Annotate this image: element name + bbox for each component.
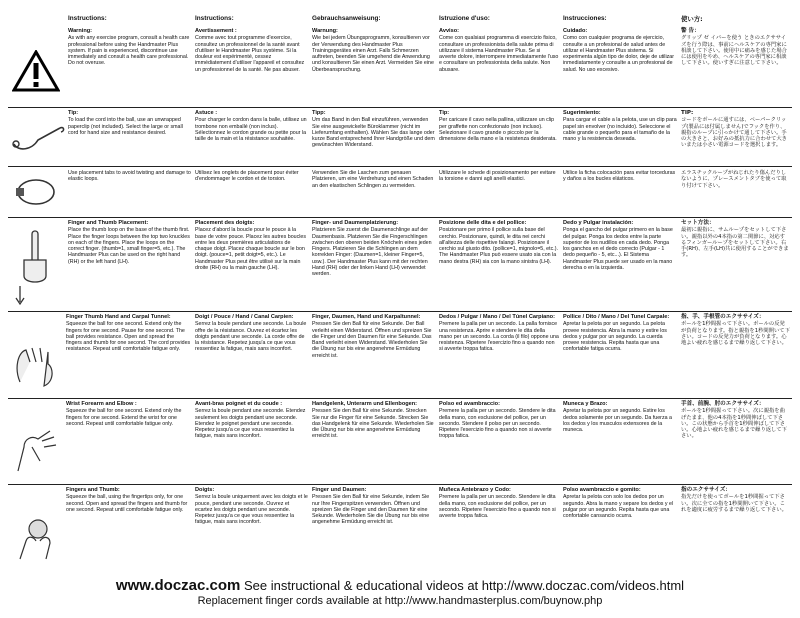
row-wrist-forearm-elbow-en-title: Wrist Forearm and Elbow : (66, 401, 137, 407)
row-fingers-thumb-de-title: Finger und Daumen: (312, 487, 367, 493)
hand-squeeze-icon (10, 338, 64, 390)
fist-shape (24, 260, 46, 282)
row-wrist-forearm-elbow-fr (193, 399, 310, 484)
row-finger-thumb-placement-ja-title: セット方法： (681, 220, 715, 226)
row-finger-thumb-hand-carpal-it-title: Dedos / Pulgar / Mano / Del Túnel Carpiano: (439, 314, 555, 320)
row-wrist-forearm-elbow-es-body: Apretar la pelota por un segundo. Estire los dedos solamente por un segundo. Da fuerza a los dedos y los musculos extensores de la muneca. (563, 408, 672, 434)
row-wrist-forearm-elbow-de-title: Handgelenk, Unterarm und Ellenbogen: (312, 401, 418, 407)
fingertip-squeeze-icon (10, 507, 64, 563)
header-ja: 使い方: (681, 15, 703, 23)
row-placement-ja-body: エラスチックループがねじれたり傷んだりしないように、プレースメントタブを使って取り付けて下さい。 (681, 170, 787, 189)
row-finger-thumb-placement-ja (679, 218, 792, 311)
row-finger-thumb-placement-it-body: Posizionare per primo il pollice sulla base del cerchio. Posizionare, quindi, le dita nei cerchi all'altezza delle rispettive falangi. Posizionare il cerchio sul giusto dito. (pollice=1, mignolo=5, etc.). The Handmaster Plus può essere usato sia con la mano destra (RH) sia con la mano sinistra (LH). (439, 227, 558, 265)
row-wrist-forearm-elbow-de-body: Pressen Sie den Ball für eine Sekunde. Strecken Sie nur die Finger für eine Sekunde. Strecken Sie das Handgelenk für eine Sekunde. Wiederholen Sie die Übung nur bis eine angenehme Ermüdung erreicht ist. (312, 408, 434, 440)
down-arrow-icon (16, 286, 24, 304)
row-wrist-forearm-elbow-en-body: Squeeze the ball for one second. Extend only the fingers for one second. Extend the wrist for one second. Repeat until comfortable fatigue only. (66, 408, 182, 427)
row-finger-thumb-hand-carpal-en-body: Squeeze the ball for one second. Extend only the fingers for one second. Pause for one second. The ball provides resistance. Open and spread the fingers and thumb for one second. The cord provides resistance. Repeat until comfortable fatigue only. (66, 321, 191, 353)
row-fingers-thumb-it-title: Muñeca Antebrazo y Codo: (439, 487, 511, 493)
row-fingers-thumb-es (561, 485, 679, 571)
row-warning-de (310, 26, 437, 106)
elastic-loop-icon (12, 175, 62, 209)
row-fingers-thumb-fr-body: Serrez la boule uniquement avec les doigts et le pouce, pendant une seconde. Ouvrez et ecartez les doigts pendant une seconde. Repetez jusqu'a ce que vous ressentiez la fatigue, mais sans inconfort. (195, 494, 308, 526)
warning-illustration (8, 26, 66, 106)
row-finger-thumb-hand-carpal-it-body: Premere la palla per un secondo. La palla fornisce una resistenza. Aprire e stendere le dita della mano per un secondo. La corda (il filo) oppone una resistenza. Ripetere l'esercizio fino a quando non si avverte troppa fatica. (439, 321, 559, 353)
row-placement-de-body: Verwenden Sie die Laschen zum genauen Platzieren, um eine Verdrehung und einen Schaden an den elastischen Schlingen zu vermeiden. (312, 170, 434, 189)
row-wrist-forearm-elbow-de (310, 399, 437, 484)
warning-exclaim-bar (34, 63, 39, 79)
row-warning-ja-title: 警 告： (681, 28, 700, 34)
footer-line-1 (0, 578, 800, 593)
row-tip-es-body: Para cargar el cable a la pelota, use un clip para papel sin envolver (no incluido). Seleccione el cable grande o pequeño para el tamaño de la mano y la resistencia deseada. (563, 117, 677, 143)
row-finger-thumb-hand-carpal-en (8, 312, 193, 398)
row-wrist-forearm-elbow-en (8, 399, 193, 484)
row-finger-thumb-placement-de-body: Platzieren Sie zuerst die Daumenschlinge auf der Daumenbasis. Platzieren Sie die Fingerschlingen zwischen den oberen beiden Knöcheln eines jeden Fingers. Platzieren Sie die Schlingen an dem korrekten Finger: (Daumen=1, kleiner Finger=5, usw.). Der Handmaster Plus kann mit der rechten Hand (RH) oder der linken Hand (LH) verwendet werden. (312, 227, 432, 278)
row-tip-es (561, 108, 679, 166)
footer-brand-link[interactable]: www.doczac.com (115, 577, 241, 594)
row-wrist-forearm-elbow-ja-title: 手首、前腕、肘のエクササイズ： (681, 401, 765, 407)
row-finger-thumb-placement-ja-body: 最初に親指に、サムループをセットして下さい。親指以外の4本指の第二関節に、対応するフィンガーループをセットして下さい。右手(RH)、左手(LH)共に使用することができます。 (681, 227, 789, 259)
row-finger-thumb-hand-carpal-ja (679, 312, 792, 398)
row-finger-thumb-hand-carpal-de-title: Finger, Daumen, Hand und Karpaltunnel: (312, 314, 421, 320)
row-fingers-thumb-es-body: Apretar la pelota con solo los dedos por un segundo. Abra la mano y separe los dedos y el pulgar por un segundo. Repita hasta que una confortable cansancio ocurra. (563, 494, 674, 520)
row-finger-thumb-hand-carpal-fr (193, 312, 310, 398)
wrist-extend-shape (18, 431, 56, 471)
row-tip-it (437, 108, 561, 166)
row-warning-es (561, 26, 679, 106)
row-placement-es (561, 167, 679, 217)
footer-videos-text: See instructional & educational videos at http://www.doczac.com/videos.html (244, 578, 685, 593)
hand-squeeze-shape (17, 348, 52, 386)
header-de: Gebrauchsanweisung: (312, 15, 381, 22)
footer (0, 578, 800, 608)
row-warning-fr-body: Comme avec tout programme d'exercice, consultez un professionnel de la santé avant d'utiliser le Handmaster Plus système. Si la douleur est expérimenté, cessez immédiatement d'utiliser l'appareil et consultez un professionnel de la santé. Ne pas abuser. (195, 35, 305, 73)
header-row (8, 14, 792, 26)
row-tip-en (66, 108, 193, 166)
row-tip-fr-body: Pour charger le cordon dans la balle, utilisez un trombone non emballé (non inclus). Sélectionnez le cordon grande ou petite pour la taille de la main et la résistance souhaitée. (195, 117, 307, 143)
row-placement-fr (193, 167, 310, 217)
row-finger-thumb-hand-carpal-it (437, 312, 561, 398)
row-fingers-thumb-es-title: Polso avambraccio e gomito: (563, 487, 641, 493)
row-placement-it-body: Utilizzare le schede di posizionamento per evitare la torsione e danni agli anelli elastici. (439, 170, 556, 183)
row-fingers-thumb-en-title: Fingers and Thumb: (66, 487, 120, 493)
row-finger-thumb-placement-fr-title: Placement des doigts: (195, 220, 255, 226)
row-tip-fr (193, 108, 310, 166)
row-finger-thumb-hand-carpal-es-body: Apretar la pelota por un segundo. La pelota provee resistencia. Abra la mano y estire los dedos y pulgar por un segundo. La cuerda provee resistencia. Repita hasta que una confortable fatiga ocurra. (563, 321, 667, 353)
row-finger-thumb-hand-carpal (8, 311, 792, 398)
row-wrist-forearm-elbow (8, 398, 792, 484)
row-finger-thumb-placement-es (561, 218, 679, 311)
exercise-ball-shape (29, 520, 47, 538)
row-tip-es-title: Sugerimiento: (563, 110, 601, 116)
row-fingers-thumb-ja (679, 485, 792, 571)
row-placement-de (310, 167, 437, 217)
row-fingers-thumb-fr-title: Doigts: (195, 487, 215, 493)
row-fingers-thumb-ja-body: 指先だけを使ってボールを1秒間握って下さい。次に全ての指を1秒間開いて下さい。これを適度に疲労するまで繰り返して下さい。 (681, 494, 787, 513)
row-finger-thumb-placement-es-body: Ponga el gancho del pulgar primero en la base del pulgar. Ponga los dedos entre la parte superior de los nudillos en cada dedo. Ponga los ganchos en el dedo correcto (Pulgar - 1 dedo pequeño - 5, etc...). El Sistema Handmaster Plus puede ser usado en la mano derecha o en la izquierda. (563, 227, 673, 272)
row-fingers-thumb-en-body: Squeeze the ball, using the fingertips only, for one second. Open and spread the fingers and thumb for one second. Repeat until comfortable fatigue only. (66, 494, 188, 513)
row-wrist-forearm-elbow-it (437, 399, 561, 484)
row-tip (8, 107, 792, 166)
row-finger-thumb-placement-es-title: Dedo y Pulgar instalación: (563, 220, 634, 226)
placement-illustration (8, 167, 66, 217)
row-finger-thumb-hand-carpal-ja-body: ボールを1秒間握って下さい。ボールの反発が負荷となります。指と親指を1秒間開いて下さい。コードの反発力が負荷となります。心地よい疲れを感じるまで繰り返して下さい。 (681, 321, 790, 347)
paperclip-hook-wire (14, 128, 60, 149)
row-finger-thumb-placement (8, 217, 792, 311)
raised-finger-shape (32, 231, 38, 260)
row-finger-thumb-hand-carpal-fr-body: Serrez la boule pendant une seconde. La boule offre de la résistance. Ouvrez et écartez les doigts pendant une seconde. La corde offre de la résistance. Repetez jusqu'a ce que vous ressentiez la fatigue, mais sans inconfort. (195, 321, 307, 353)
row-warning-en-title: Warning: (68, 28, 93, 34)
row-placement-it (437, 167, 561, 217)
footer-replacement-text: Replacement finger cords available at http://www.handmasterplus.com/buynow.php (197, 595, 603, 607)
row-fingers-thumb-ja-title: 指のエクササイズ： (681, 487, 731, 493)
row-warning (8, 26, 792, 106)
row-warning-fr (193, 26, 310, 106)
row-warning-it-title: Avviso: (439, 28, 459, 34)
row-finger-thumb-hand-carpal-de-body: Pressen Sie den Ball für eine Sekunde. Der Ball verleiht einen Widerstand. Öffnen und spreizen Sie die Finger und den Daumen für eine Sekunde. Das Band verleiht einen Widerstand. Wiederholen Sie die Übung nur bis eine angenehme Ermüdung erreicht ist. (312, 321, 432, 359)
fingertip-hand-shape (20, 537, 50, 559)
row-fingers-thumb-en (8, 485, 193, 571)
header-fr: Instructions: (195, 15, 234, 22)
row-placement (8, 166, 792, 217)
row-fingers-thumb (8, 484, 792, 571)
instruction-grid (8, 14, 792, 570)
row-placement-ja (679, 167, 792, 217)
row-finger-thumb-placement-en (66, 218, 193, 311)
paperclip-hook-icon (10, 122, 66, 152)
row-wrist-forearm-elbow-fr-body: Serrez la boule pendant une seconde. Etendez seulement les doigts pendant une seconde. Etendez le poignet pendant une seconde. Repetez jusqu'a ce que vous ressentiez la fatigue, mais sans inconfort. (195, 408, 306, 440)
row-wrist-forearm-elbow-es (561, 399, 679, 484)
paperclip-hook-end (60, 128, 64, 132)
placement-tab-shape (16, 188, 24, 196)
header-it: Istruzione d'uso: (439, 15, 490, 22)
row-tip-ja (679, 108, 792, 166)
tip-illustration (8, 108, 66, 166)
row-tip-de-title: Tipp: (312, 110, 326, 116)
row-fingers-thumb-de-body: Pressen Sie den Ball für eine Sekunde, indem Sie nur Ihre Fingerspitzen verwenden. Öffnen und spreizen Sie die Finger und den Daumen für eine Sekunde. Wiederholen Sie die Übung nur bis eine angenehme Ermüdung erreicht ist. (312, 494, 430, 526)
row-warning-de-title: Warnung: (312, 28, 338, 34)
row-warning-fr-title: Avertissement : (195, 28, 237, 34)
row-placement-es-body: Utilice la ficha colocación para evitar torceduras y daños a los bucles elásticos. (563, 170, 676, 183)
row-warning-en (66, 26, 193, 106)
row-tip-it-body: Per caricare il cavo nella pallina, utilizzare un clip per graffette non confezionato (non incluso). Selezionare il cavo grande o piccolo per la dimensione della mano e la resistenza desiderata. (439, 117, 557, 143)
row-tip-de-body: Um das Band in den Ball einzuführen, verwenden Sie eine ausgewickelte Büroklammer (nicht im Lieferumfang enthalten). Wählen Sie das lange oder kurze Band entsprechend Ihrer Handgröße und dem gewünschten Widerstand. (312, 117, 435, 149)
row-finger-thumb-hand-carpal-en-title: Finger Thumb Hand and Carpal Tunnel: (66, 314, 171, 320)
row-tip-fr-title: Astuce : (195, 110, 218, 116)
row-tip-en-body: To load the cord into the ball, use an unwrapped paperclip (not included). Select the large or small cord for hand size and resistance desired. (68, 117, 183, 136)
row-wrist-forearm-elbow-ja (679, 399, 792, 484)
row-finger-thumb-placement-it (437, 218, 561, 311)
header-es: Instrucciones: (563, 15, 607, 22)
row-finger-thumb-placement-it-title: Posizione delle dita e del pollice: (439, 220, 527, 226)
row-finger-thumb-hand-carpal-ja-title: 指、手、手根管のエクササイズ： (681, 314, 765, 320)
row-warning-it-body: Come con qualsiasi programma di esercizio fisico, consultare un professionista della salute prima di utilizzare il sistema Handmaster Plus. Se si avverte dolore, interrompere immediatamente l'uso e consultare un professionista della salute. Non abusare. (439, 35, 559, 73)
row-fingers-thumb-de (310, 485, 437, 571)
row-finger-thumb-placement-de (310, 218, 437, 311)
row-tip-ja-title: TIP: (681, 110, 694, 116)
row-placement-en-body: Use placement tabs to avoid twisting and damage to elastic loops. (68, 170, 191, 183)
warning-triangle-icon (12, 50, 60, 92)
row-fingers-thumb-it-body: Premere la palla per un secondo. Stendere le dita della mano, con esclusione del pollice, per un secondo. Ripetere l'esercizio fino a quando non si avverte troppa fatica. (439, 494, 556, 520)
row-finger-thumb-hand-carpal-fr-title: Doigt / Pouce / Hand / Canal Carpien: (195, 314, 294, 320)
row-finger-thumb-placement-en-title: Finger and Thumb Placement: (68, 220, 149, 226)
row-warning-de-body: Wie bei jedem Übungsprogramm, konsultieren vor der Verwendung des Handmaster Plus Trainingsgerätes einen Arzt. Falls Schmerzen auftreten, beenden Sie umgehend die Anwendung und konsultieren Sie einen Arzt. Vermeiden Sie eine Überbeanspruchung. (312, 35, 434, 73)
row-placement-fr-body: Utilisez les onglets de placement pour éviter d'endommager le cordon et de torsion. (195, 170, 299, 183)
row-warning-es-body: Como con cualquier programa de ejercicio, consulte a un profesional de salud antes de utilizar el Handmaster Plus sistema. Si experimenta algún tipo de dolor, deje de utilizar inmediatamente y consulte a un profesional de salud. No uso excesivo. (563, 35, 675, 73)
row-wrist-forearm-elbow-ja-body: ボールを1秒間握って下さい。次に親指を曲げたまま、他の4本指を1秒間伸ばして下さい。この状態から手首を1秒間伸ばして下さい。心地よい疲れを感じるまで繰り返して下さい。 (681, 408, 787, 440)
row-fingers-thumb-fr (193, 485, 310, 571)
row-finger-thumb-hand-carpal-es (561, 312, 679, 398)
wrist-extend-icon (10, 417, 64, 477)
row-tip-en-title: Tip: (68, 110, 79, 116)
row-wrist-forearm-elbow-fr-title: Avant-bras poignet et du coude : (195, 401, 283, 407)
warning-exclaim-dot (34, 82, 39, 87)
row-wrist-forearm-elbow-it-body: Premere la palla per un secondo. Stendere le dita della mano, con esclusione del pollice, per un secondo. Stendere il polso per un secondo. Ripetere l'esercizio fino a quando non si avverte troppa fatica. (439, 408, 556, 440)
row-finger-thumb-hand-carpal-es-title: Pollice / Dito / Mano / Del Tunel Carpale: (563, 314, 670, 320)
row-warning-ja (679, 26, 792, 106)
row-placement-en (66, 167, 193, 217)
row-tip-de (310, 108, 437, 166)
row-fingers-thumb-it (437, 485, 561, 571)
row-finger-thumb-placement-fr-body: Placez d'abord la boucle pour le pouce à la base de votre pouce. Placez les autres boucles entre les deux premières articulations de chaque doigt. Placez chaque boucle sur le bon doigt. (pouce=1, petit doigt=5, etc.). Le Handmaster Plus peut être utilisé sur la main droite (RH) ou la main gauche (LH). (195, 227, 307, 272)
row-finger-thumb-hand-carpal-de (310, 312, 437, 398)
row-wrist-forearm-elbow-it-title: Polso ed avambraccio: (439, 401, 500, 407)
row-tip-ja-body: コードをボールに通すには、ペーパークリップ(製品には付属しません)でフックを作り、親指のループに引っかけて通して下さい。手の大きさと、お好みの抵抗力に合わせて大きいまたは小さい電源コードを選択します。 (681, 117, 787, 149)
row-finger-thumb-placement-en-body: Place the thumb loop on the base of the thumb first. Place the finger loops between the top two knuckles on each of the fingers. Place the loops on the correct finger. (thumb=1, small finger=5, etc.). The Handmaster Plus can be used on the right hand (RH) or the left hand (LH). (68, 227, 190, 265)
row-finger-thumb-placement-fr (193, 218, 310, 311)
hand-placement-icon (12, 226, 62, 306)
row-wrist-forearm-elbow-es-title: Muneca y Brazo: (563, 401, 608, 407)
row-warning-es-title: Cuidado: (563, 28, 588, 34)
row-warning-en-body: As with any exercise program, consult a health care professional before using the Handmaster Plus system. If pain is experienced, discontinue use immediately and consult a health care professional. Do not overuse. (68, 35, 190, 67)
row-finger-thumb-placement-de-title: Finger- und Daumenplatzierung: (312, 220, 399, 226)
row-tip-it-title: Tip: (439, 110, 450, 116)
row-warning-ja-body: グリップ ゼ イバーを使う ときのエクササイズを行う際は、事前にヘルスケアの専門家に相談して下さい。使用中に痛みを感じた場合には使用をやめ、ヘルスケアの専門家に相談して下さい。使いすぎに注意して下さい。 (681, 35, 787, 67)
header-en: Instructions: (68, 15, 107, 22)
finger-placement-illustration (8, 218, 66, 311)
row-warning-it (437, 26, 561, 106)
